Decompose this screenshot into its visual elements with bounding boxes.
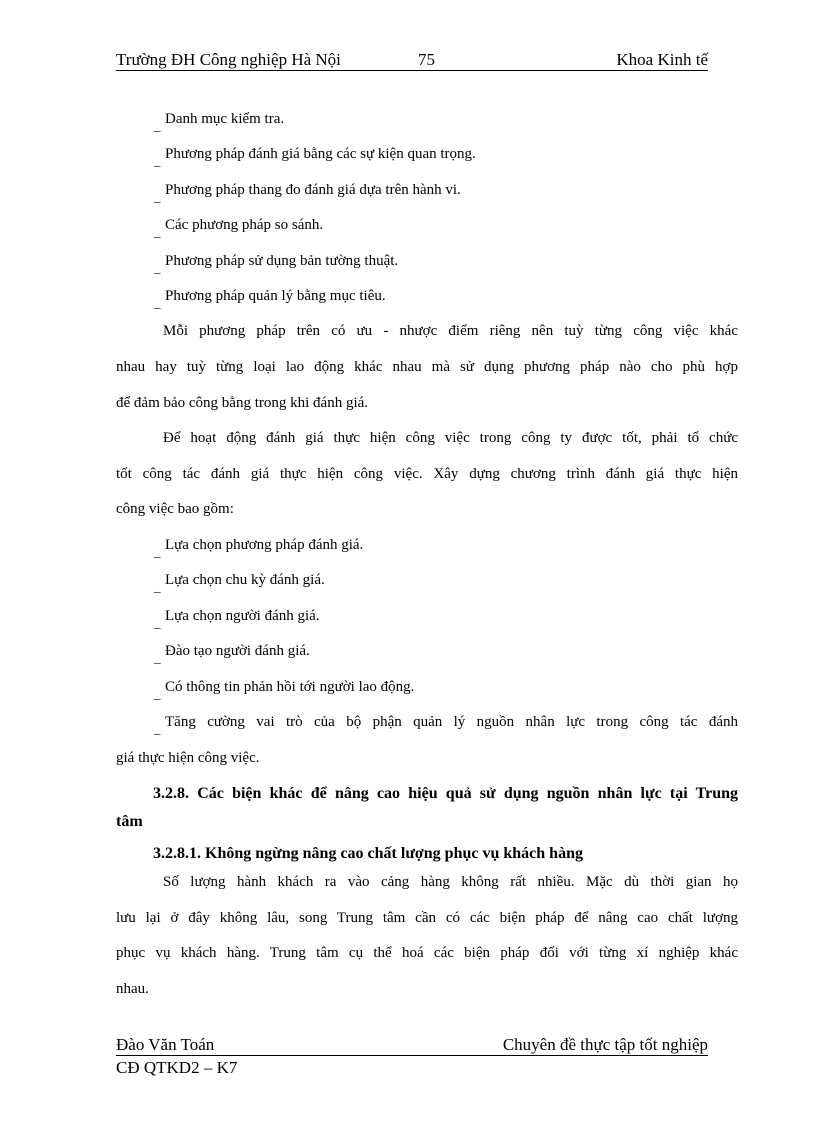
paragraph-line: Để hoạt động đánh giá thực hiện công việc trong công ty được tốt, phải tổ chức [163, 430, 738, 446]
subsection-heading: 3.2.8.1. Không ngừng nâng cao chất lượng phục vụ khách hàng [153, 845, 583, 862]
paragraph-line: tốt công tác đánh giá thực hiện công việc. Xây dựng chương trình đánh giá thực hiện [116, 466, 738, 482]
paragraph-line: lưu lại ở đây không lâu, song Trung tâm cần có các biện pháp để nâng cao chất lượng [116, 910, 738, 926]
footer-class: CĐ QTKD2 – K7 [116, 1058, 238, 1077]
list-item-continuation: giá thực hiện công việc. [116, 750, 260, 766]
paragraph-line: nhau. [116, 981, 149, 997]
page-footer [116, 1033, 708, 1077]
header-school: Trường ĐH Công nghiệp Hà Nội [116, 50, 341, 69]
section-heading-cont: tâm [116, 813, 143, 830]
page-header [116, 48, 708, 71]
paragraph-line: công việc bao gồm: [116, 501, 234, 517]
paragraph-line: nhau hay tuỳ từng loại lao động khác nhau mà sử dụng phương pháp nào cho phù hợp [116, 359, 738, 375]
paragraph-line: phục vụ khách hàng. Trung tâm cụ thể hoá các biện pháp đối với từng xí nghiệp khác [116, 945, 738, 961]
footer-author: Đào Văn Toán [116, 1035, 215, 1054]
paragraph-line: để đảm bảo công bằng trong khi đánh giá. [116, 395, 369, 411]
paragraph-line: Mỗi phương pháp trên có ưu - nhược điểm riêng nên tuỳ từng công việc khác [163, 323, 738, 339]
paragraph-line: Số lượng hành khách ra vào cảng hàng không rất nhiều. Mặc dù thời gian họ [163, 874, 738, 890]
header-faculty: Khoa Kinh tế [616, 50, 708, 69]
page-number: 75 [418, 50, 435, 69]
footer-title: Chuyên đề thực tập tốt nghiệp [502, 1035, 708, 1054]
section-heading: 3.2.8. Các biện khác để nâng cao hiệu quả sử dụng nguồn nhân lực tại Trung [153, 785, 738, 802]
